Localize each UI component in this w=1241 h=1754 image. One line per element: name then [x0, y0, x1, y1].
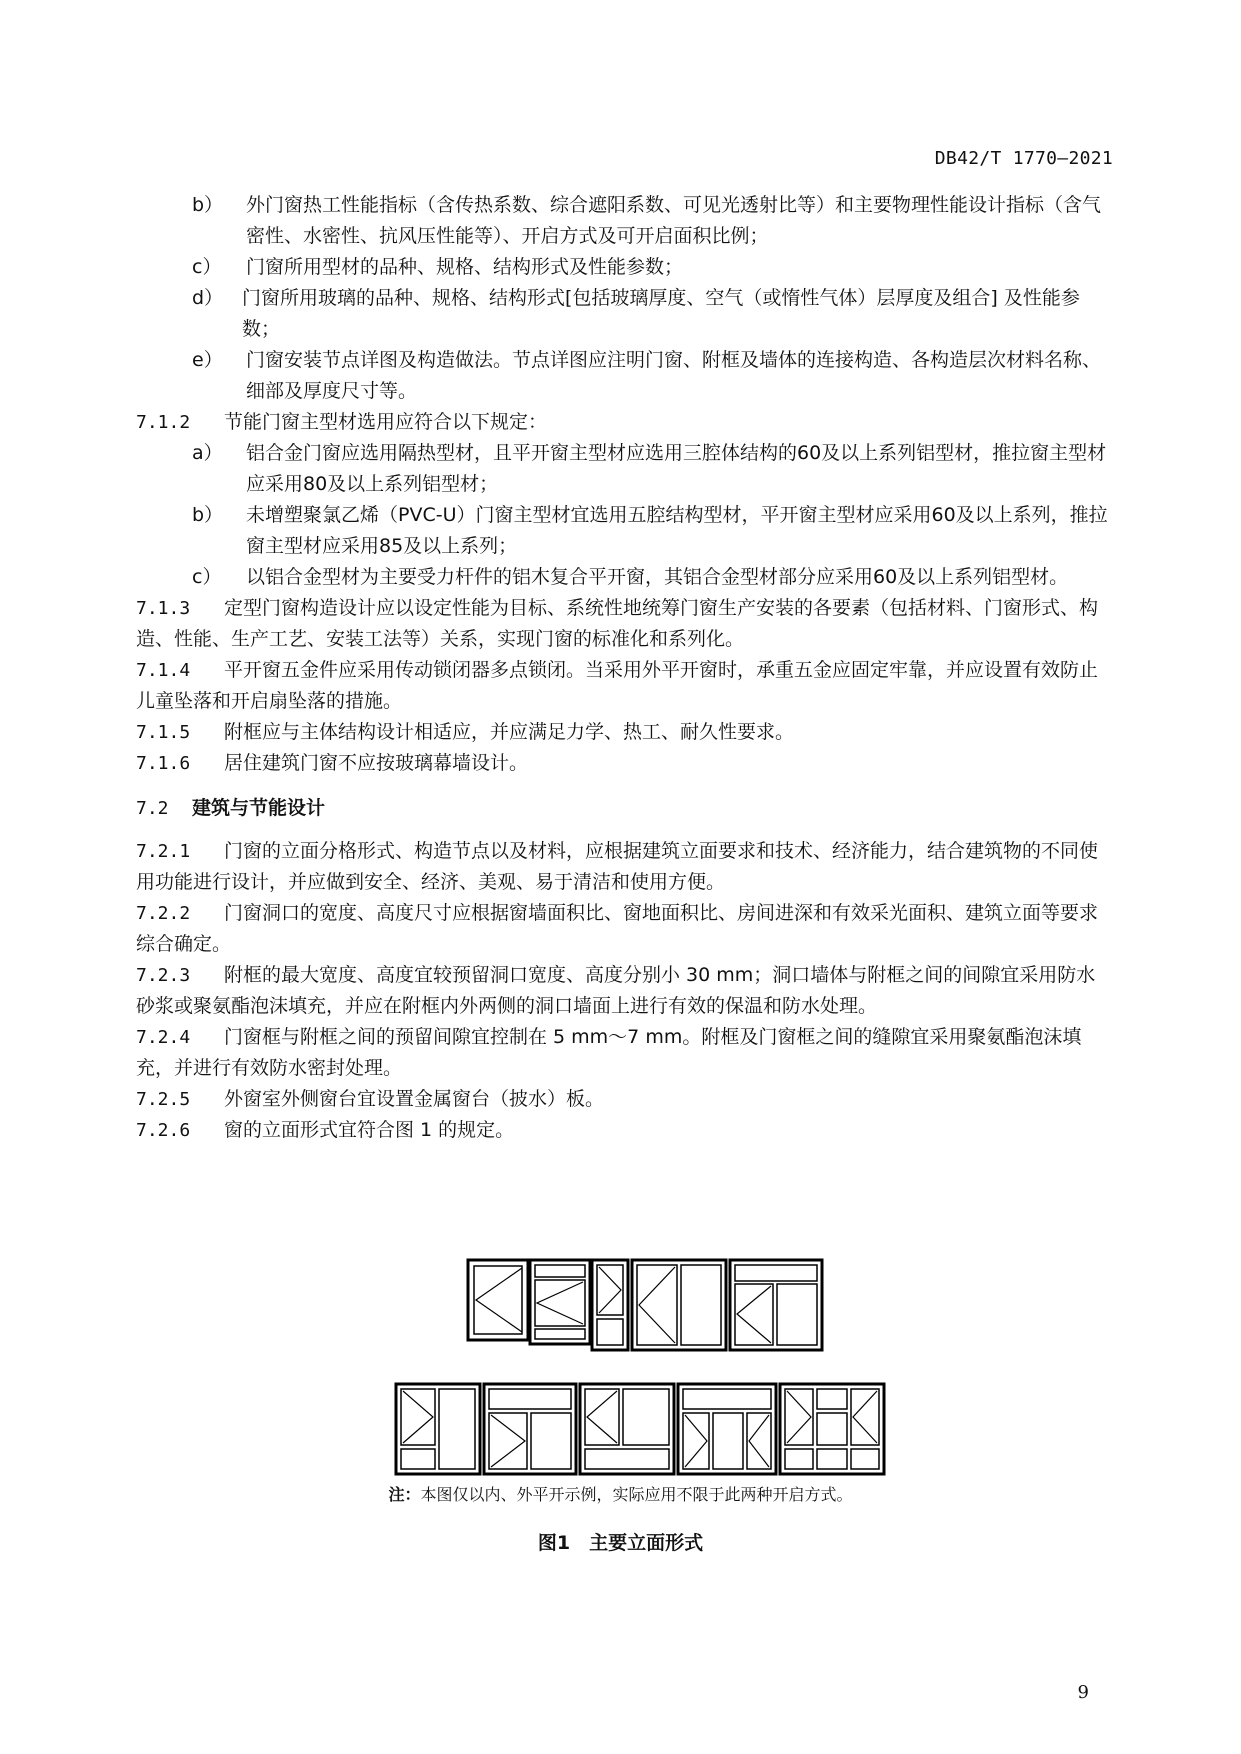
note-text: 本图仅以内、外平开示例，实际应用不限于此两种开启方式。 [420, 1485, 853, 1504]
clause-text: 门窗洞口的宽度、高度尺寸应根据窗墙面积比、窗地面积比、房间进深和有效采光面积、建筑立面等要求综合确定。 [136, 902, 1099, 955]
list-item [146, 438, 1114, 500]
list-mark: b） [192, 504, 224, 526]
figure-note [0, 1482, 1241, 1505]
list-mark: e） [192, 349, 223, 371]
section-number: 7.2 [136, 798, 169, 819]
clause-text: 居住建筑门窗不应按玻璃幕墙设计。 [224, 752, 529, 774]
doc-code-header: DB42/T 1770—2021 [934, 148, 1113, 169]
clause-number: 7.1.5 [136, 722, 191, 743]
page-number: 9 [1077, 1682, 1089, 1703]
clause-number: 7.2.6 [136, 1120, 191, 1141]
list-item [146, 283, 1114, 345]
clause-text: 窗的立面形式宜符合图 1 的规定。 [224, 1119, 515, 1141]
window-diagram [780, 1384, 884, 1474]
list-item [146, 345, 1114, 407]
clause-7-2-1 [136, 836, 1114, 898]
list-item [146, 562, 1114, 593]
list-mark: a） [192, 442, 223, 464]
list-mark: d） [192, 287, 224, 309]
list-item [146, 500, 1114, 562]
list-item [146, 190, 1114, 252]
clause-7-1-5 [136, 717, 1114, 748]
list-mark: b） [192, 194, 224, 216]
window-elevation-figure [0, 1252, 1241, 1477]
clause-number: 7.1.2 [136, 412, 191, 433]
clause-text: 节能门窗主型材选用应符合以下规定： [224, 411, 548, 433]
clause-text: 门窗框与附框之间的预留间隙宜控制在 5 mm～7 mm。附框及门窗框之间的缝隙宜采用聚氨酯泡沫填充，并进行有效防水密封处理。 [136, 1026, 1082, 1079]
clause-number: 7.2.5 [136, 1089, 191, 1110]
list-text: 以铝合金型材为主要受力杆件的铝木复合平开窗，其铝合金型材部分应采用60及以上系列铝型材。 [246, 566, 1069, 588]
window-diagram [678, 1384, 776, 1474]
section-title: 建筑与节能设计 [192, 797, 326, 819]
clause-7-2-5 [136, 1084, 1114, 1115]
clause-text: 平开窗五金件应采用传动锁闭器多点锁闭。当采用外平开窗时，承重五金应固定牢靠，并应设置有效防止儿童坠落和开启扇坠落的措施。 [136, 659, 1099, 712]
list-text: 铝合金门窗应选用隔热型材，且平开窗主型材应选用三腔体结构的60及以上系列铝型材，推拉窗主型材应采用80及以上系列铝型材； [246, 442, 1107, 495]
clause-text: 附框的最大宽度、高度宜较预留洞口宽度、高度分别小 30 mm；洞口墙体与附框之间的间隙宜采用防水砂浆或聚氨酯泡沫填充，并应在附框内外两侧的洞口墙面上进行有效的保温和防水处理。 [136, 964, 1096, 1017]
list-text: 门窗安装节点详图及构造做法。节点详图应注明门窗、附框及墙体的连接构造、各构造层次材料名称、细部及厚度尺寸等。 [246, 349, 1102, 402]
clause-number: 7.2.2 [136, 903, 191, 924]
body-text [136, 190, 1114, 1146]
clause-number: 7.1.4 [136, 660, 191, 681]
window-diagram [484, 1384, 576, 1474]
note-label: 注： [388, 1485, 421, 1504]
clause-7-2-2 [136, 898, 1114, 960]
window-row-bottom [396, 1384, 884, 1474]
window-diagram [730, 1260, 822, 1350]
clause-7-2-4 [136, 1022, 1114, 1084]
clause-number: 7.2.1 [136, 841, 191, 862]
clause-number: 7.1.3 [136, 598, 191, 619]
clause-text: 附框应与主体结构设计相适应，并应满足力学、热工、耐久性要求。 [224, 721, 795, 743]
list-text: 未增塑聚氯乙烯（PVC-U）门窗主型材宜选用五腔结构型材，平开窗主型材应采用60及以上系列，推拉窗主型材应采用85及以上系列； [246, 504, 1108, 557]
window-diagram [580, 1384, 674, 1474]
clause-text: 门窗的立面分格形式、构造节点以及材料，应根据建筑立面要求和技术、经济能力，结合建筑物的不同使用功能进行设计，并应做到安全、经济、美观、易于清洁和使用方便。 [136, 840, 1099, 893]
list-mark: c） [192, 566, 222, 588]
list-text: 门窗所用型材的品种、规格、结构形式及性能参数； [246, 256, 684, 278]
clause-7-2-6 [136, 1115, 1114, 1146]
clause-number: 7.1.6 [136, 753, 191, 774]
window-diagram [592, 1260, 628, 1350]
clause-7-1-3 [136, 593, 1114, 655]
clause-number: 7.2.4 [136, 1027, 191, 1048]
list-mark: c） [192, 256, 222, 278]
clause-7-2-3 [136, 960, 1114, 1022]
clause-7-1-6 [136, 748, 1114, 779]
clause-7-1-4 [136, 655, 1114, 717]
window-diagram [468, 1260, 528, 1340]
window-row-top [468, 1260, 822, 1350]
figure-caption: 图1 主要立面形式 [537, 1532, 704, 1554]
clause-7-1-2 [136, 407, 1114, 438]
clause-text: 定型门窗构造设计应以设定性能为目标、系统性地统筹门窗生产安装的各要素（包括材料、门窗形式、构造、性能、生产工艺、安装工法等）关系，实现门窗的标准化和系列化。 [136, 597, 1099, 650]
clause-text: 外窗室外侧窗台宜设置金属窗台（披水）板。 [224, 1088, 605, 1110]
window-diagram [396, 1384, 480, 1474]
window-diagram [530, 1260, 590, 1344]
list-text: 外门窗热工性能指标（含传热系数、综合遮阳系数、可见光透射比等）和主要物理性能设计指标（含气密性、水密性、抗风压性能等）、开启方式及可开启面积比例； [246, 194, 1102, 247]
list-item [146, 252, 1114, 283]
section-heading [136, 793, 1114, 824]
window-diagram [632, 1260, 726, 1350]
clause-number: 7.2.3 [136, 965, 191, 986]
list-text: 门窗所用玻璃的品种、规格、结构形式[包括玻璃厚度、空气（或惰性气体）层厚度及组合] 及性能参数； [242, 287, 1080, 340]
